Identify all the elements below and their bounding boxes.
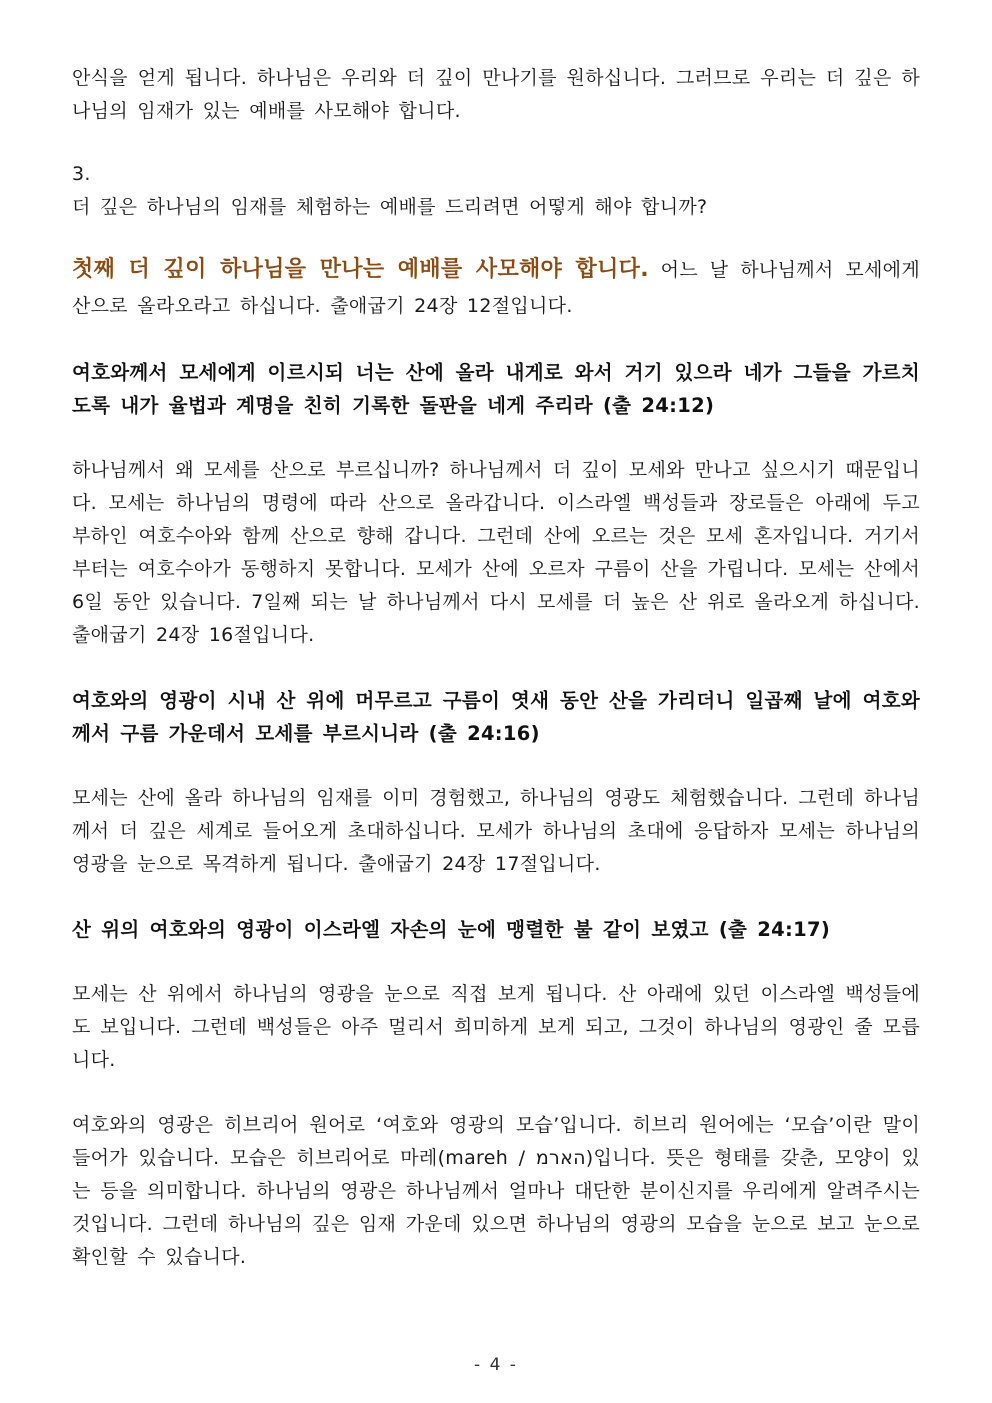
section-question: 더 깊은 하나님의 임재를 체험하는 예배를 드리려면 어떻게 해야 합니까? xyxy=(72,196,708,218)
paragraph-invitation: 모세는 산에 올라 하나님의 임재를 이미 경험했고, 하나님의 영광도 체험했습니다. 그런데 하나님께서 더 깊은 세계로 들어오게 초대하십니다. 모세가 하나님의 초대에 응답하자 모세는 하나님의 영광을 눈으로 목격하게 됩니다. 출애굽기 24장 17절입니다. xyxy=(72,787,920,875)
spacer xyxy=(72,1077,920,1109)
first-point-text: 어느 날 하나님께서 모세에게 산으로 올라오라고 하십니다. 출애굽기 24장 12절입니다. xyxy=(72,259,920,317)
scripture-verse-24-16: 여호와의 영광이 시내 산 위에 머무르고 구름이 엿새 동안 산을 가리더니 일곱째 날에 여호와께서 구름 가운데서 모세를 부르시니라 (출 24:16) xyxy=(72,689,920,745)
spacer xyxy=(72,881,920,913)
page-number: - 4 - xyxy=(474,1355,518,1375)
spacer xyxy=(72,224,920,252)
first-point-heading: 첫째 더 깊이 하나님을 만나는 예배를 사모해야 합니다. xyxy=(72,257,649,282)
paragraph-moses-sees-glory: 모세는 산 위에서 하나님의 영광을 눈으로 직접 보게 됩니다. 산 아래에 있던 이스라엘 백성들에도 보입니다. 그런데 백성들은 아주 멀리서 희미하게 보게 되고, 그것이 하나님의 영광인 줄 모릅니다. xyxy=(72,983,920,1071)
spacer xyxy=(72,128,920,158)
spacer xyxy=(72,422,920,454)
scripture-verse-24-17: 산 위의 여호와의 영광이 이스라엘 자손의 눈에 맹렬한 불 같이 보였고 (출 24:17) xyxy=(72,918,831,941)
paragraph-why-moses: 하나님께서 왜 모세를 산으로 부르십니까? 하나님께서 더 깊이 모세와 만나고 싶으시기 때문입니다. 모세는 하나님의 명령에 따라 산으로 올라갑니다. 이스라엘 백성들과 장로들은 아래에 두고 부하인 여호수아와 함께 산으로 향해 갑니다. 그런데 산에 오르는 것은 모세 혼자입니다. 거기서부터는 여호수아가 동행하지 못합니다. 모세가 산에 오르자 구름이 산을 가립니다. 모세는 산에서 6일 동안 있습니다. 7일째 되는 날 하나님께서 다시 모세를 더 높은 산 위로 올라오게 하십니다. 출애굽기 24장 16절입니다. xyxy=(72,459,920,646)
spacer xyxy=(72,324,920,356)
spacer xyxy=(72,652,920,684)
scripture-verse-24-12: 여호와께서 모세에게 이르시되 너는 산에 올라 내게로 와서 거기 있으라 네가 그들을 가르치도록 내가 율법과 계명을 친히 기록한 돌판을 네게 주리라 (출 24:12) xyxy=(72,361,920,417)
document-page xyxy=(72,62,920,1274)
paragraph-first-point xyxy=(72,252,920,324)
spacer xyxy=(72,750,920,782)
paragraph-mareh: 여호와의 영광은 히브리어 원어로 ‘여호와 영광의 모습’입니다. 히브리 원어에는 ‘모습’이란 말이 들어가 있습니다. 모습은 히브리어로 마레(mareh / הארמ)입니다. 뜻은 형태를 갖춘, 모양이 있는 등을 의미합니다. 하나님의 영광은 하나님께서 얼마나 대단한 분이신지를 우리에게 알려주시는 것입니다. 그런데 하나님의 깊은 임재 가운데 있으면 하나님의 영광의 모습을 눈으로 보고 눈으로 확인할 수 있습니다. xyxy=(72,1114,921,1268)
paragraph-intro: 안식을 얻게 됩니다. 하나님은 우리와 더 깊이 만나기를 원하십니다. 그러므로 우리는 더 깊은 하나님의 임재가 있는 예배를 사모해야 합니다. xyxy=(72,67,920,122)
section-number: 3. xyxy=(72,163,91,185)
spacer xyxy=(72,946,920,978)
